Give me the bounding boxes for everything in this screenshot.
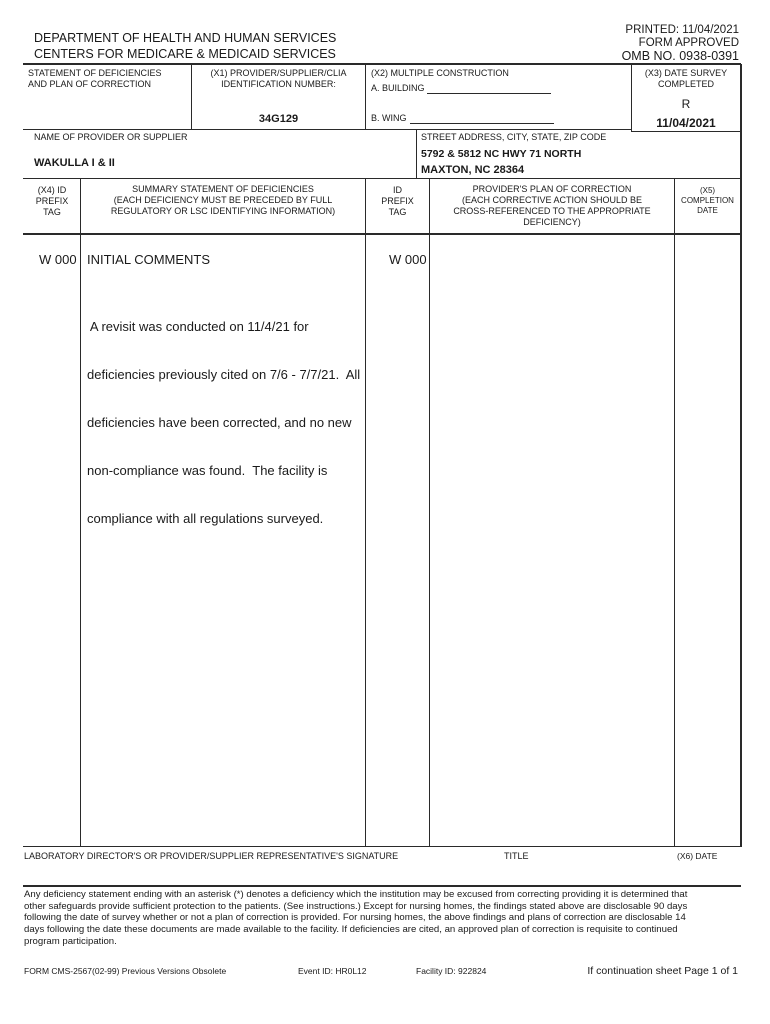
disclaimer-line: Any deficiency statement ending with an asterisk (*) denotes a deficiency which the institution may be excused from correcting providing it is determined that — [24, 889, 688, 900]
divider — [23, 233, 741, 235]
plan-header-3: CROSS-REFERENCED TO THE APPROPRIATE — [453, 206, 651, 216]
divider — [23, 129, 631, 130]
text-line: deficiencies have been corrected, and no new — [87, 415, 352, 430]
disclaimer-line: days following the date these documents are made available to the facility. If deficiencies are cited, an approved plan of correction is requisite to continued — [24, 924, 678, 936]
divider — [365, 64, 366, 130]
facility-id: Facility ID: 922824 — [416, 966, 487, 976]
right-border — [740, 64, 742, 847]
deficiency-tag-right: W 000 — [389, 252, 427, 267]
text-line: non-compliance was found. The facility is — [87, 463, 328, 478]
id-header-3: TAG — [388, 207, 407, 217]
x4-header-2: PREFIX — [35, 196, 69, 206]
agency-line-1: DEPARTMENT OF HEALTH AND HUMAN SERVICES — [34, 31, 337, 45]
summary-header-1: SUMMARY STATEMENT OF DEFICIENCIES — [132, 184, 314, 194]
id-header-2: PREFIX — [381, 196, 414, 206]
provider-id-number: 34G129 — [258, 113, 299, 125]
x5-header-3: DATE — [697, 206, 718, 215]
deficiency-tag-left: W 000 — [39, 252, 77, 267]
address-line-2: MAXTON, NC 28364 — [421, 164, 525, 176]
summary-header-2: (EACH DEFICIENCY MUST BE PRECEDED BY FULL — [113, 195, 333, 205]
address-line-1: 5792 & 5812 NC HWY 71 NORTH — [421, 148, 582, 160]
text-line: A revisit was conducted on 11/4/21 for — [87, 319, 309, 334]
id-header-1: ID — [393, 185, 402, 195]
x2-label: (X2) MULTIPLE CONSTRUCTION — [371, 68, 509, 78]
event-id: Event ID: HR0L12 — [298, 966, 367, 976]
building-blank — [427, 93, 551, 94]
x3-label-2: COMPLETED — [657, 79, 714, 89]
x6-date-label: (X6) DATE — [677, 851, 718, 861]
text-line: compliance with all regulations surveyed. — [87, 511, 324, 526]
x1-label-1: (X1) PROVIDER/SUPPLIER/CLIA — [210, 68, 347, 78]
provider-name-label: NAME OF PROVIDER OR SUPPLIER — [34, 132, 188, 142]
x5-header-1: (X5) — [699, 186, 716, 195]
x2-building-label: A. BUILDING — [371, 83, 425, 93]
x3-code: R — [681, 97, 691, 111]
disclaimer-line: program participation. — [24, 935, 117, 947]
printed-date: PRINTED: 11/04/2021 — [625, 24, 739, 36]
disclaimer-line: other safeguards provide sufficient protection to the patients. (See instructions.) Except for nursing homes, the findings stated above are disclosable 90 days — [24, 900, 688, 912]
statement-label-2: AND PLAN OF CORRECTION — [28, 79, 152, 89]
x3-label-1: (X3) DATE SURVEY — [644, 68, 728, 78]
divider — [23, 178, 741, 179]
x1-label-2: IDENTIFICATION NUMBER: — [221, 79, 336, 89]
x4-header-1: (X4) ID — [37, 185, 67, 195]
deficiency-text — [87, 287, 360, 543]
address-label: STREET ADDRESS, CITY, STATE, ZIP CODE — [421, 132, 607, 142]
divider — [416, 130, 417, 178]
divider — [674, 179, 675, 846]
disclaimer — [24, 889, 687, 948]
divider — [429, 179, 430, 846]
form-approved: FORM APPROVED — [638, 37, 739, 49]
plan-header-2: (EACH CORRECTIVE ACTION SHOULD BE — [461, 195, 643, 205]
form-number: FORM CMS-2567(02-99) Previous Versions Obsolete — [24, 966, 227, 976]
page-indicator: If continuation sheet Page 1 of 1 — [587, 965, 738, 977]
provider-name: WAKULLA I & II — [34, 157, 115, 169]
disclaimer-line: following the date of survey whether or not a plan of correction is provided. For nursing homes, the above findings and plans of correction are disclosable 14 — [24, 912, 686, 924]
text-line: deficiencies previously cited on 7/6 - 7/7/21. All — [87, 367, 361, 382]
wing-blank — [410, 123, 554, 124]
title-label: TITLE — [504, 851, 529, 861]
top-rule — [23, 63, 741, 65]
x5-header-2: COMPLETION — [681, 196, 734, 205]
x4-header-3: TAG — [43, 207, 61, 217]
divider — [365, 179, 366, 846]
plan-header-4: DEFICIENCY) — [523, 217, 581, 227]
divider — [80, 179, 81, 846]
survey-completed-date: 11/04/2021 — [656, 116, 716, 130]
divider — [23, 885, 741, 887]
signature-label: LABORATORY DIRECTOR'S OR PROVIDER/SUPPLIER REPRESENTATIVE'S SIGNATURE — [24, 851, 399, 861]
statement-label-1: STATEMENT OF DEFICIENCIES — [28, 68, 162, 78]
divider — [631, 131, 741, 132]
plan-header-1: PROVIDER'S PLAN OF CORRECTION — [472, 184, 632, 194]
omb-number: OMB NO. 0938-0391 — [621, 49, 739, 63]
x2-wing-label: B. WING — [371, 113, 407, 123]
summary-header-3: REGULATORY OR LSC IDENTIFYING INFORMATION) — [110, 206, 336, 216]
deficiency-title: INITIAL COMMENTS — [87, 252, 211, 267]
divider — [23, 846, 741, 847]
agency-line-2: CENTERS FOR MEDICARE & MEDICAID SERVICES — [34, 47, 336, 61]
